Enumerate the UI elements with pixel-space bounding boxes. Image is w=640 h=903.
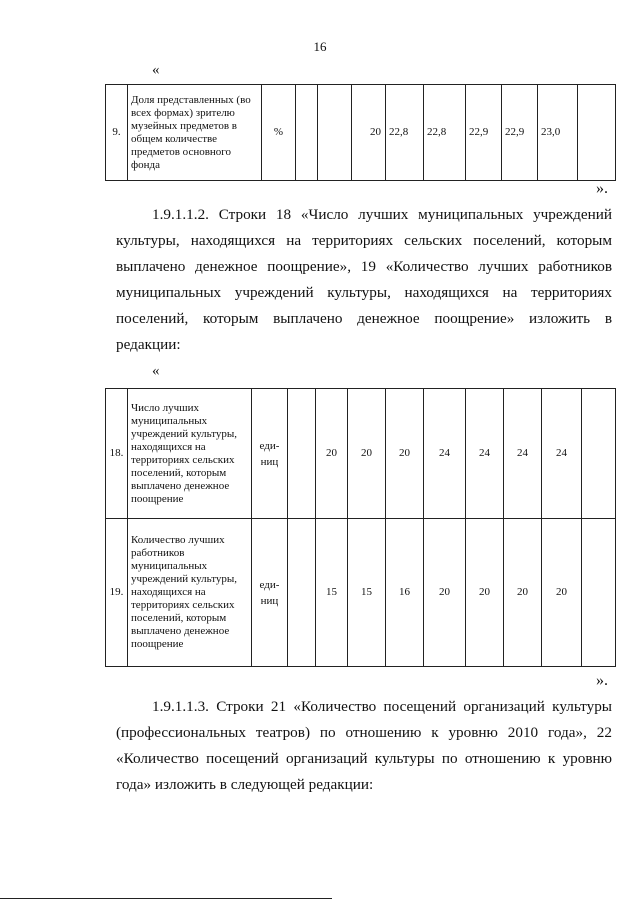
paragraph-line: муниципальных учреждений культуры, находящихся на территориях bbox=[116, 284, 612, 301]
paragraph-line: «Количество посещений организаций культуры по отношению к уровню bbox=[116, 750, 612, 767]
unit-cell: еди- ниц bbox=[252, 519, 288, 667]
paragraph-1-9-1-1-2 bbox=[116, 202, 612, 358]
paragraph-line: (профессиональных театров) по отношению к уровню 2010 года», 22 bbox=[116, 724, 612, 741]
value-cell bbox=[582, 519, 616, 667]
unit-cell: еди- ниц bbox=[252, 389, 288, 519]
value-cell: 20 bbox=[542, 519, 582, 667]
row-number: 18. bbox=[106, 389, 128, 519]
value-cell: 20 bbox=[316, 389, 348, 519]
value-cell bbox=[578, 85, 616, 181]
paragraph-line: 1.9.1.1.3. Строки 21 «Количество посещений организаций культуры bbox=[152, 698, 612, 715]
row-number: 9. bbox=[106, 85, 128, 181]
table2-open-quote: « bbox=[152, 363, 160, 379]
paragraph-line: года» изложить в следующей редакции: bbox=[116, 776, 374, 793]
page-number: 16 bbox=[313, 39, 327, 54]
paragraph-line: выплачено денежное поощрение», 19 «Количество лучших работников bbox=[116, 258, 612, 275]
value-cell: 20 bbox=[352, 85, 386, 181]
value-cell: 15 bbox=[316, 519, 348, 667]
value-cell bbox=[582, 389, 616, 519]
value-cell bbox=[288, 389, 316, 519]
footnote-separator bbox=[0, 898, 332, 899]
paragraph-line: культуры, находящихся на территориях сельских поселений, которым bbox=[116, 232, 612, 249]
value-cell: 20 bbox=[348, 389, 386, 519]
value-cell: 22,8 bbox=[386, 85, 424, 181]
unit-cell: % bbox=[262, 85, 296, 181]
value-cell bbox=[318, 85, 352, 181]
value-cell bbox=[288, 519, 316, 667]
indicator-name: Число лучших муниципальных учреждений культуры, находящихся на территориях сельских поселений, которым выплачено денежное поощрение bbox=[128, 389, 252, 519]
value-cell: 24 bbox=[424, 389, 466, 519]
value-cell: 24 bbox=[504, 389, 542, 519]
value-cell: 24 bbox=[466, 389, 504, 519]
table1-close-quote: ». bbox=[596, 180, 608, 197]
value-cell: 22,8 bbox=[424, 85, 466, 181]
value-cell: 22,9 bbox=[466, 85, 502, 181]
value-cell: 20 bbox=[466, 519, 504, 667]
paragraph-1-9-1-1-3 bbox=[116, 694, 612, 798]
value-cell: 23,0 bbox=[538, 85, 578, 181]
table2-close-quote: ». bbox=[596, 672, 608, 689]
paragraph-line: 1.9.1.1.2. Строки 18 «Число лучших муниципальных учреждений bbox=[152, 206, 612, 223]
value-cell: 20 bbox=[386, 389, 424, 519]
table1-open-quote: « bbox=[152, 62, 160, 78]
paragraph-line: поселений, которым выплачено денежное поощрение» изложить в bbox=[116, 310, 612, 327]
table-rows-18-19 bbox=[105, 388, 616, 667]
table-row-18 bbox=[106, 389, 616, 519]
value-cell: 20 bbox=[424, 519, 466, 667]
value-cell: 16 bbox=[386, 519, 424, 667]
value-cell: 22,9 bbox=[502, 85, 538, 181]
value-cell: 24 bbox=[542, 389, 582, 519]
table-row-9 bbox=[105, 84, 616, 181]
value-cell bbox=[296, 85, 318, 181]
value-cell: 15 bbox=[348, 519, 386, 667]
row-number: 19. bbox=[106, 519, 128, 667]
indicator-name: Количество лучших работников муниципальных учреждений культуры, находящихся на территориях сельских поселений, которым выплачено денежное поощрение bbox=[128, 519, 252, 667]
paragraph-line: редакции: bbox=[116, 336, 181, 353]
indicator-name: Доля представленных (во всех формах) зрителю музейных предметов в общем количестве предметов основного фонда bbox=[128, 85, 262, 181]
table-row-19 bbox=[106, 519, 616, 667]
value-cell: 20 bbox=[504, 519, 542, 667]
